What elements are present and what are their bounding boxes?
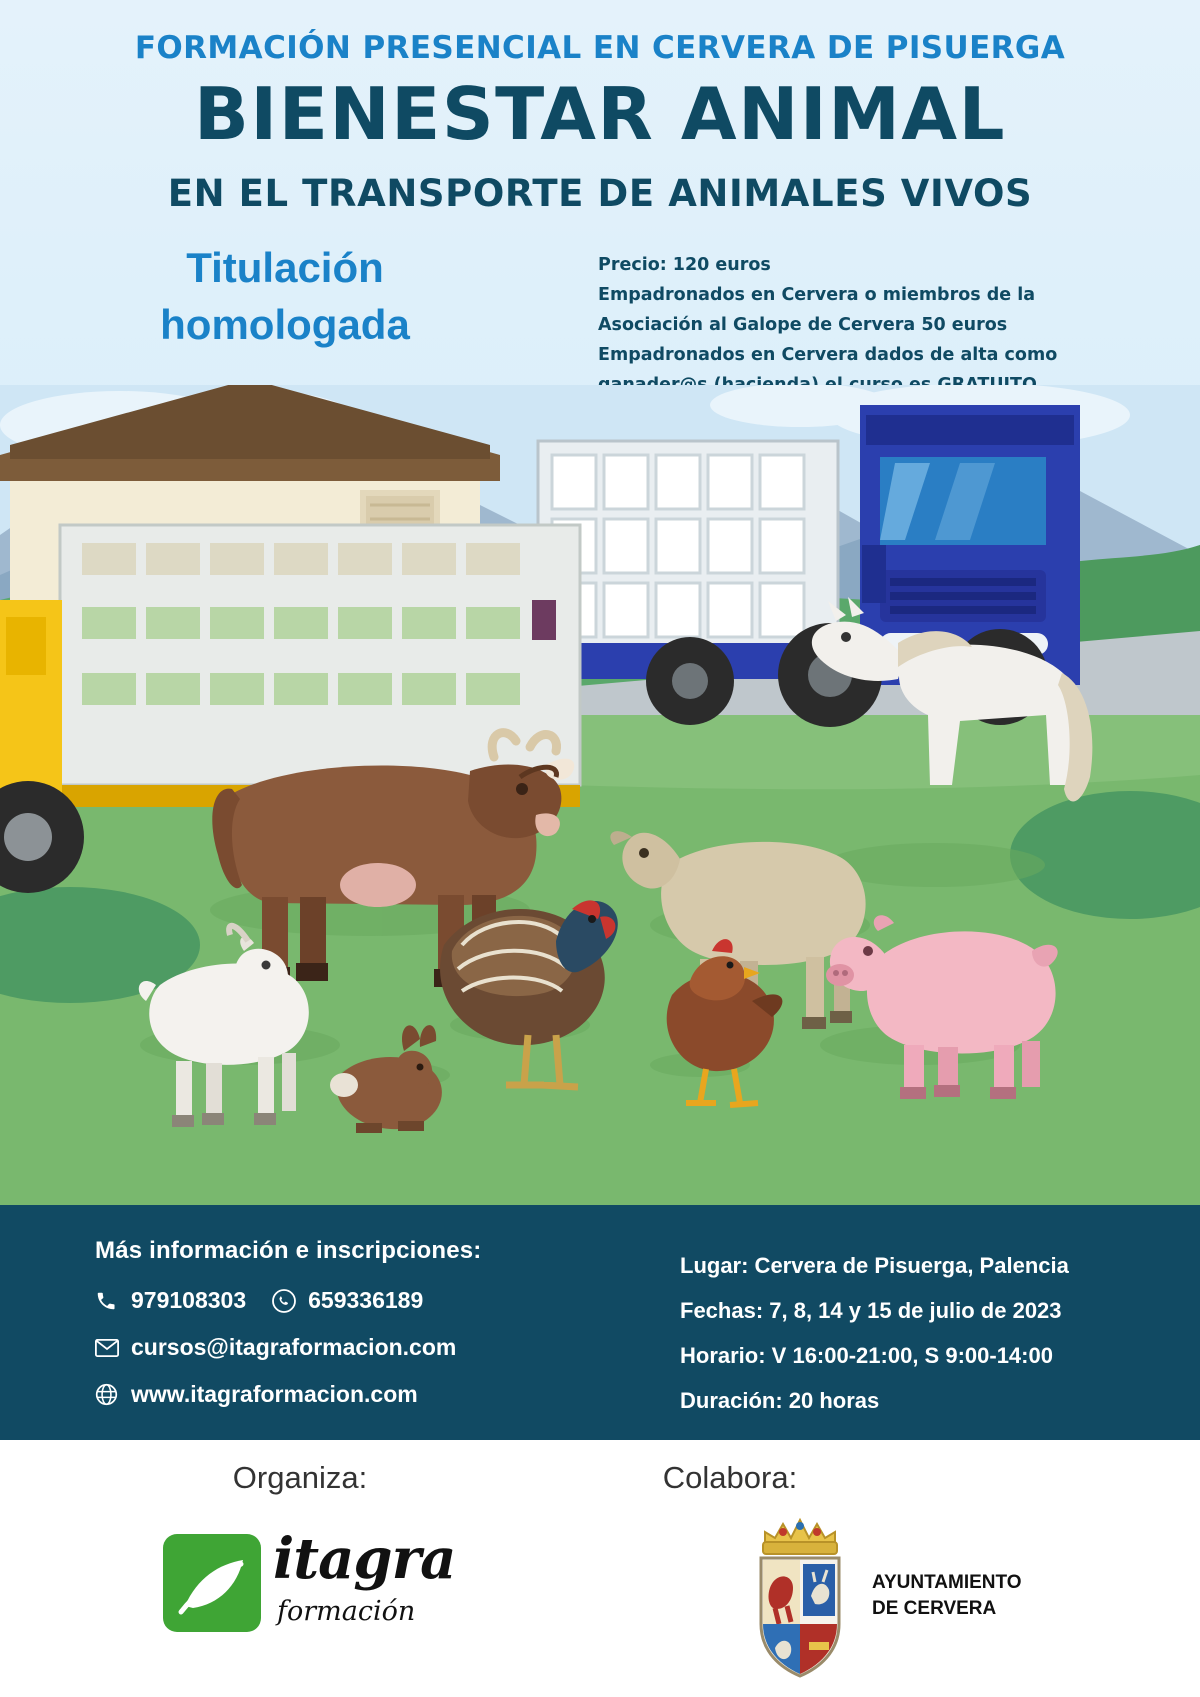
colabora-label: Colabora: bbox=[662, 1460, 798, 1495]
leaf-icon bbox=[163, 1534, 261, 1632]
ayuntamiento-line-2: DE CERVERA bbox=[872, 1597, 997, 1619]
detail-place: Lugar: Cervera de Pisuerga, Palencia bbox=[680, 1253, 1069, 1278]
contact-block bbox=[95, 1237, 655, 1428]
page-title: BIENESTAR ANIMAL bbox=[194, 72, 1006, 156]
email-address[interactable]: cursos@itagraformacion.com bbox=[131, 1334, 457, 1360]
phone-icon bbox=[95, 1289, 131, 1313]
itagra-logo bbox=[163, 1528, 463, 1648]
contact-heading: Más información e inscripciones: bbox=[95, 1237, 482, 1264]
email-row bbox=[95, 1334, 655, 1361]
price-line-3: Asociación al Galope de Cervera 50 euros bbox=[598, 315, 1008, 336]
price-block bbox=[598, 250, 1118, 400]
globe-icon bbox=[95, 1383, 131, 1407]
whatsapp-icon bbox=[272, 1288, 308, 1312]
kicker-text: FORMACIÓN PRESENCIAL EN CERVERA DE PISUERGA bbox=[134, 30, 1066, 66]
price-line-4: Empadronados en Cervera dados de alta como bbox=[598, 345, 1058, 366]
info-bar bbox=[0, 1205, 1200, 1440]
whatsapp-number[interactable]: 659336189 bbox=[308, 1287, 424, 1313]
organiza-label: Organiza: bbox=[232, 1460, 368, 1495]
poster-footer bbox=[0, 1440, 1200, 1697]
email-icon bbox=[95, 1336, 131, 1360]
cervera-coat-of-arms bbox=[745, 1512, 855, 1682]
detail-duration: Duración: 20 horas bbox=[680, 1388, 880, 1414]
itagra-wordmark: itagra bbox=[273, 1526, 456, 1592]
illustration-scene bbox=[0, 385, 1200, 1215]
price-line-2: Empadronados en Cervera o miembros de la bbox=[598, 285, 1036, 306]
phone-row bbox=[95, 1287, 655, 1314]
certification-line-1: Titulación bbox=[186, 244, 384, 291]
phone-number[interactable]: 979108303 bbox=[131, 1287, 247, 1313]
detail-dates: Fechas: 7, 8, 14 y 15 de julio de 2023 bbox=[680, 1298, 1062, 1324]
poster-header bbox=[0, 0, 1200, 420]
detail-schedule: Horario: V 16:00-21:00, S 9:00-14:00 bbox=[680, 1343, 1053, 1369]
ayuntamiento-line-1: AYUNTAMIENTO bbox=[872, 1572, 1022, 1593]
itagra-tagline: formación bbox=[277, 1596, 416, 1627]
website-url[interactable]: www.itagraformacion.com bbox=[131, 1381, 418, 1407]
web-row bbox=[95, 1381, 655, 1408]
ayuntamiento-label bbox=[872, 1570, 1082, 1621]
certification-line-2: homologada bbox=[160, 300, 410, 348]
certification-callout bbox=[60, 240, 510, 353]
page-subtitle: EN EL TRANSPORTE DE ANIMALES VIVOS bbox=[167, 172, 1033, 215]
course-details bbox=[680, 1243, 1150, 1423]
price-line-1: Precio: 120 euros bbox=[598, 255, 771, 275]
